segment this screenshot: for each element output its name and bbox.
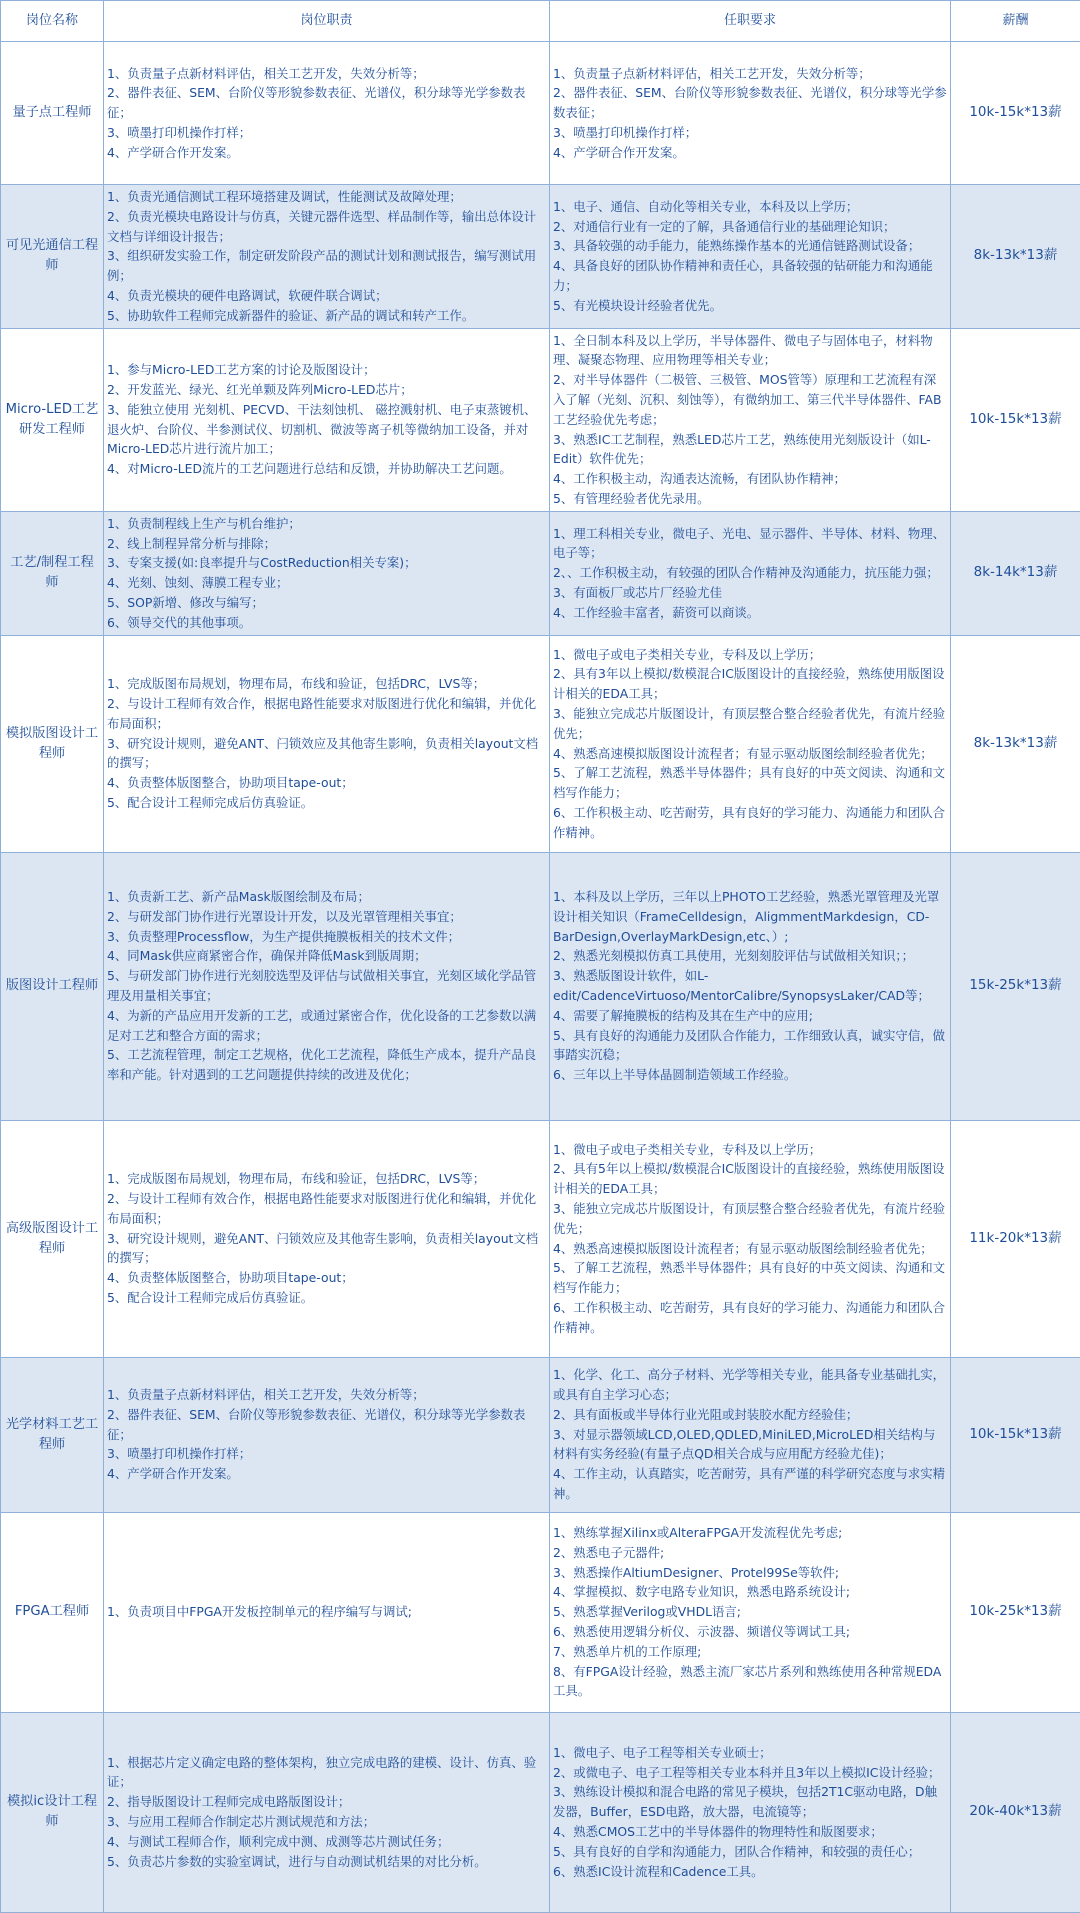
job-title-cell: Micro-LED工艺研发工程师 [1, 328, 104, 511]
duty-item: 2、与设计工程师有效合作，根据电路性能要求对版图进行优化和编辑，并优化布局面积； [107, 1189, 546, 1229]
requirement-item: 3、喷墨打印机操作打样； [553, 123, 947, 143]
duties-cell [104, 635, 550, 852]
salary-cell: 11k-20k*13薪 [951, 1120, 1080, 1357]
requirement-item: 3、能独立完成芯片版图设计，有顶层整合整合经验者优先，有流片经验优先； [553, 704, 947, 744]
duty-item: 2、线上制程异常分析与排除； [107, 534, 546, 554]
duty-item: 3、能独立使用 光刻机、PECVD、干法刻蚀机、 磁控溅射机、电子束蒸镀机、退火炉、台阶仪、半参测试仪、切割机、微波等离子机等微纳加工设备，并对Micro-LED芯片进行流片加工； [107, 400, 546, 459]
requirement-item: 2、熟悉电子元器件; [553, 1543, 947, 1563]
requirements-cell [550, 1357, 951, 1512]
salary-cell: 10k-15k*13薪 [951, 42, 1080, 185]
requirement-item: 5、具有良好的自学和沟通能力，团队合作精神，和较强的责任心； [553, 1842, 947, 1862]
requirements-cell [550, 42, 951, 185]
job-title-cell: 高级版图设计工程师 [1, 1120, 104, 1357]
requirement-item: 3、熟悉操作AltiumDesigner、Protel99Se等软件; [553, 1563, 947, 1583]
requirement-item: 5、了解工艺流程，熟悉半导体器件；具有良好的中英文阅读、沟通和文档写作能力； [553, 763, 947, 803]
salary-cell: 8k-14k*13薪 [951, 511, 1080, 635]
duties-cell [104, 511, 550, 635]
requirement-item: 4、熟悉高速模拟版图设计流程者；有显示驱动版图绘制经验者优先； [553, 744, 947, 764]
duty-item: 3、负责整理Processflow，为生产提供掩膜板相关的技术文件； [107, 927, 546, 947]
duty-item: 4、光刻、蚀刻、薄膜工程专业； [107, 573, 546, 593]
duty-item: 6、领导交代的其他事项。 [107, 613, 546, 633]
duties-cell [104, 1712, 550, 1912]
table-row [1, 1512, 1080, 1712]
duty-item: 2、与研发部门协作进行光罩设计开发，以及光罩管理相关事宜； [107, 907, 546, 927]
duty-item: 4、负责整体版图整合，协助项目tape-out； [107, 1268, 546, 1288]
duty-item: 1、负责量子点新材料评估，相关工艺开发，失效分析等； [107, 1385, 546, 1405]
requirement-item: 3、有面板厂或芯片厂经验尤佳 [553, 583, 947, 603]
header-row [1, 1, 1080, 42]
requirement-item: 6、工作积极主动、吃苦耐劳，具有良好的学习能力、沟通能力和团队合作精神。 [553, 1298, 947, 1338]
duties-cell [104, 42, 550, 185]
duty-item: 3、组织研发实验工作，制定研发阶段产品的测试计划和测试报告，编写测试用例； [107, 246, 546, 286]
requirement-item: 4、需要了解掩膜板的结构及其在生产中的应用; [553, 1006, 947, 1026]
duty-item: 2、器件表征、SEM、台阶仪等形貌参数表征、光谱仪，积分球等光学参数表征； [107, 83, 546, 123]
requirement-item: 1、微电子或电子类相关专业，专科及以上学历； [553, 1140, 947, 1160]
duty-item: 1、完成版图布局规划，物理布局，布线和验证，包括DRC，LVS等； [107, 1169, 546, 1189]
duty-item: 1、负责新工艺、新产品Mask版图绘制及布局； [107, 887, 546, 907]
salary-cell: 10k-15k*13薪 [951, 1357, 1080, 1512]
salary-cell: 8k-13k*13薪 [951, 185, 1080, 329]
requirements-cell [550, 1712, 951, 1912]
duty-item: 4、为新的产品应用开发新的工艺，或通过紧密合作，优化设备的工艺参数以满足对工艺和整合方面的需求； [107, 1006, 546, 1046]
requirement-item: 2、具有3年以上模拟/数模混合IC版图设计的直接经验，熟练使用版图设计相关的EDA工具； [553, 664, 947, 704]
requirement-item: 2、具有5年以上模拟/数模混合IC版图设计的直接经验，熟练使用版图设计相关的EDA工具； [553, 1159, 947, 1199]
job-title-cell: 版图设计工程师 [1, 852, 104, 1120]
duty-item: 2、器件表征、SEM、台阶仪等形貌参数表征、光谱仪，积分球等光学参数表征； [107, 1405, 546, 1445]
salary-cell: 10k-15k*13薪 [951, 328, 1080, 511]
requirement-item: 4、熟悉CMOS工艺中的半导体器件的物理特性和版图要求； [553, 1822, 947, 1842]
requirement-item: 6、工作积极主动、吃苦耐劳，具有良好的学习能力、沟通能力和团队合作精神。 [553, 803, 947, 843]
requirements-cell [550, 1512, 951, 1712]
job-title-cell: 量子点工程师 [1, 42, 104, 185]
duty-item: 1、负责项目中FPGA开发板控制单元的程序编写与调试; [107, 1602, 546, 1622]
duty-item: 4、负责光模块的硬件电路调试，软硬件联合调试； [107, 286, 546, 306]
duty-item: 3、与应用工程师合作制定芯片测试规范和方法； [107, 1812, 546, 1832]
duty-item: 2、与设计工程师有效合作，根据电路性能要求对版图进行优化和编辑，并优化布局面积； [107, 694, 546, 734]
requirement-item: 7、熟悉单片机的工作原理; [553, 1642, 947, 1662]
job-title-cell: 模拟版图设计工程师 [1, 635, 104, 852]
job-title-cell: 工艺/制程工程师 [1, 511, 104, 635]
requirement-item: 6、熟悉IC设计流程和Cadence工具。 [553, 1862, 947, 1882]
duty-item: 5、负责芯片参数的实验室调试，进行与自动测试机结果的对比分析。 [107, 1852, 546, 1872]
requirement-item: 1、微电子、电子工程等相关专业硕士； [553, 1743, 947, 1763]
requirement-item: 3、熟练设计模拟和混合电路的常见子模块，包括2T1C驱动电路，D触发器，Buffer，ESD电路，放大器，电流镜等； [553, 1782, 947, 1822]
duty-item: 2、负责光模块电路设计与仿真，关键元器件选型、样品制作等，输出总体设计文档与详细设计报告； [107, 207, 546, 247]
requirement-item: 3、具备较强的动手能力，能熟练操作基本的光通信链路测试设备； [553, 236, 947, 256]
requirement-item: 2、具有面板或半导体行业光阻或封装胶水配方经验佳； [553, 1405, 947, 1425]
requirement-item: 5、有管理经验者优先录用。 [553, 489, 947, 509]
duties-cell [104, 1512, 550, 1712]
requirement-item: 3、熟悉版图设计软件，如L-edit/CadenceVirtuoso/MentorCalibre/SynopsysLaker/CAD等； [553, 966, 947, 1006]
requirement-item: 6、熟悉使用逻辑分析仪、示波器、频谱仪等调试工具; [553, 1622, 947, 1642]
duty-item: 1、负责光通信测试工程环境搭建及调试，性能测试及故障处理； [107, 187, 546, 207]
requirement-item: 3、对显示器领域LCD,OLED,QDLED,MiniLED,MicroLED相关结构与材料有实务经验(有量子点QD相关合成与应用配方经验尤佳)； [553, 1425, 947, 1465]
header-title: 岗位名称 [1, 1, 104, 42]
salary-cell: 15k-25k*13薪 [951, 852, 1080, 1120]
duty-item: 4、负责整体版图整合，协助项目tape-out； [107, 773, 546, 793]
duty-item: 4、与测试工程师合作，顺利完成中测、成测等芯片测试任务； [107, 1832, 546, 1852]
table-row [1, 328, 1080, 511]
salary-cell: 8k-13k*13薪 [951, 635, 1080, 852]
requirement-item: 5、具有良好的沟通能力及团队合作能力，工作细致认真，诚实守信，做事踏实沉稳； [553, 1026, 947, 1066]
requirement-item: 8、有FPGA设计经验，熟悉主流厂家芯片系列和熟练使用各种常规EDA工具。 [553, 1662, 947, 1702]
requirements-cell [550, 1120, 951, 1357]
duty-item: 4、产学研合作开发案。 [107, 143, 546, 163]
duty-item: 5、配合设计工程师完成后仿真验证。 [107, 1288, 546, 1308]
requirements-cell [550, 852, 951, 1120]
job-title-cell: 光学材料工艺工程师 [1, 1357, 104, 1512]
table-row [1, 42, 1080, 185]
requirements-cell [550, 185, 951, 329]
requirement-item: 5、了解工艺流程，熟悉半导体器件；具有良好的中英文阅读、沟通和文档写作能力； [553, 1258, 947, 1298]
duty-item: 2、开发蓝光、绿光、红光单颗及阵列Micro-LED芯片； [107, 380, 546, 400]
duty-item: 5、协助软件工程师完成新器件的验证、新产品的调试和转产工作。 [107, 306, 546, 326]
requirement-item: 5、熟悉掌握Verilog或VHDL语言; [553, 1602, 947, 1622]
duties-cell [104, 328, 550, 511]
salary-cell: 10k-25k*13薪 [951, 1512, 1080, 1712]
duty-item: 5、与研发部门协作进行光刻胶选型及评估与试做相关事宜，光刻区域化学品管理及用量相关事宜； [107, 966, 546, 1006]
duty-item: 4、同Mask供应商紧密合作，确保并降低Mask到版周期； [107, 946, 546, 966]
table-row [1, 852, 1080, 1120]
requirement-item: 1、电子、通信、自动化等相关专业，本科及以上学历； [553, 197, 947, 217]
requirement-item: 1、全日制本科及以上学历，半导体器件、微电子与固体电子，材料物理、凝聚态物理、应用物理等相关专业； [553, 331, 947, 371]
duty-item: 3、喷墨打印机操作打样； [107, 1444, 546, 1464]
requirement-item: 4、具备良好的团队协作精神和责任心，具备较强的钻研能力和沟通能力； [553, 256, 947, 296]
requirement-item: 1、理工科相关专业，微电子、光电、显示器件、半导体、材料、物理、电子等； [553, 524, 947, 564]
requirement-item: 4、工作主动，认真踏实，吃苦耐劳，具有严谨的科学研究态度与求实精神。 [553, 1464, 947, 1504]
duty-item: 1、负责量子点新材料评估，相关工艺开发，失效分析等； [107, 64, 546, 84]
duty-item: 5、工艺流程管理，制定工艺规格，优化工艺流程，降低生产成本，提升产品良率和产能。针对遇到的工艺问题提供持续的改进及优化； [107, 1045, 546, 1085]
duty-item: 3、研究设计规则，避免ANT、闩锁效应及其他寄生影响，负责相关layout文档的撰写； [107, 734, 546, 774]
requirement-item: 1、微电子或电子类相关专业，专科及以上学历； [553, 645, 947, 665]
requirement-item: 4、熟悉高速模拟版图设计流程者；有显示驱动版图绘制经验者优先； [553, 1239, 947, 1259]
requirement-item: 1、本科及以上学历，三年以上PHOTO工艺经验，熟悉光罩管理及光罩设计相关知识（FrameCelldesign，AligmmentMarkdesign，CD-BarDesign,OverlayMarkDesign,etc、）; [553, 887, 947, 946]
requirement-item: 3、能独立完成芯片版图设计，有顶层整合整合经验者优先，有流片经验优先； [553, 1199, 947, 1239]
job-title-cell: FPGA工程师 [1, 1512, 104, 1712]
duty-item: 1、根据芯片定义确定电路的整体架构，独立完成电路的建模、设计、仿真、验证； [107, 1753, 546, 1793]
duties-cell [104, 1120, 550, 1357]
header-requirements: 任职要求 [550, 1, 951, 42]
requirement-item: 1、熟练掌握Xilinx或AlteraFPGA开发流程优先考虑; [553, 1523, 947, 1543]
table-row [1, 1120, 1080, 1357]
duty-item: 2、指导版图设计工程师完成电路版图设计； [107, 1792, 546, 1812]
duties-cell [104, 852, 550, 1120]
job-title-cell: 模拟ic设计工程师 [1, 1712, 104, 1912]
header-duties: 岗位职责 [104, 1, 550, 42]
job-title-cell: 可见光通信工程师 [1, 185, 104, 329]
header-salary: 薪酬 [951, 1, 1080, 42]
requirement-item: 4、掌握模拟、数字电路专业知识，熟悉电路系统设计; [553, 1582, 947, 1602]
duties-cell [104, 1357, 550, 1512]
table-row [1, 185, 1080, 329]
duty-item: 4、产学研合作开发案。 [107, 1464, 546, 1484]
requirements-cell [550, 328, 951, 511]
duty-item: 1、完成版图布局规划，物理布局，布线和验证，包括DRC，LVS等； [107, 674, 546, 694]
duty-item: 5、SOP新增、修改与编写； [107, 593, 546, 613]
table-row [1, 1712, 1080, 1912]
duty-item: 3、研究设计规则，避免ANT、闩锁效应及其他寄生影响，负责相关layout文档的撰写； [107, 1229, 546, 1269]
requirement-item: 4、工作积极主动，沟通表达流畅，有团队协作精神； [553, 469, 947, 489]
duty-item: 3、喷墨打印机操作打样； [107, 123, 546, 143]
requirement-item: 5、有光模块设计经验者优先。 [553, 296, 947, 316]
requirement-item: 6、三年以上半导体晶圆制造领域工作经验。 [553, 1065, 947, 1085]
table-row [1, 1357, 1080, 1512]
requirement-item: 2、对通信行业有一定的了解，具备通信行业的基础理论知识； [553, 217, 947, 237]
duty-item: 1、参与Micro-LED工艺方案的讨论及版图设计； [107, 360, 546, 380]
duty-item: 3、专案支援(如:良率提升与CostReduction相关专案)； [107, 553, 546, 573]
salary-cell: 20k-40k*13薪 [951, 1712, 1080, 1912]
table-row [1, 635, 1080, 852]
duty-item: 5、配合设计工程师完成后仿真验证。 [107, 793, 546, 813]
duty-item: 1、负责制程线上生产与机台维护； [107, 514, 546, 534]
duties-cell [104, 185, 550, 329]
requirement-item: 4、产学研合作开发案。 [553, 143, 947, 163]
requirement-item: 2、、工作积极主动，有较强的团队合作精神及沟通能力，抗压能力强； [553, 563, 947, 583]
requirement-item: 3、熟悉IC工艺制程，熟悉LED芯片工艺，熟练使用光刻版设计（如L-Edit）软件优先； [553, 430, 947, 470]
requirement-item: 2、对半导体器件（二极管、三极管、MOS管等）原理和工艺流程有深入了解（光刻、沉积、刻蚀等），有微纳加工、第三代半导体器件、FAB工艺经验优先考虑； [553, 370, 947, 429]
requirements-cell [550, 511, 951, 635]
requirement-item: 2、或微电子、电子工程等相关专业本科并且3年以上模拟IC设计经验； [553, 1763, 947, 1783]
requirements-cell [550, 635, 951, 852]
table-row [1, 511, 1080, 635]
requirement-item: 1、负责量子点新材料评估，相关工艺开发，失效分析等； [553, 64, 947, 84]
requirement-item: 1、化学、化工、高分子材料、光学等相关专业，能具备专业基础扎实，或具有自主学习心态； [553, 1365, 947, 1405]
duty-item: 4、对Micro-LED流片的工艺问题进行总结和反馈，并协助解决工艺问题。 [107, 459, 546, 479]
requirement-item: 2、器件表征、SEM、台阶仪等形貌参数表征、光谱仪，积分球等光学参数表征； [553, 83, 947, 123]
requirement-item: 2、熟悉光刻模拟仿真工具使用，光刻刻胶评估与试做相关知识；； [553, 946, 947, 966]
requirement-item: 4、工作经验丰富者，薪资可以商谈。 [553, 603, 947, 623]
